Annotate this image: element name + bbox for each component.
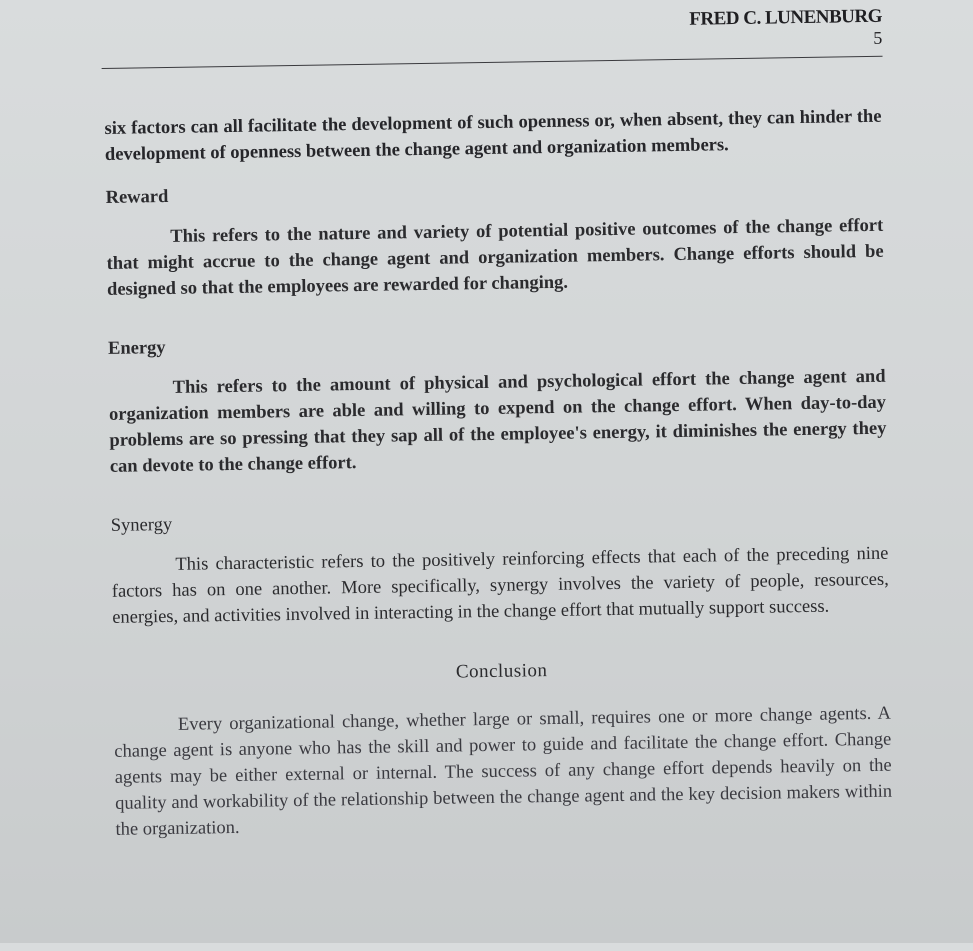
- header-divider: [102, 56, 883, 69]
- section-synergy: [111, 504, 890, 631]
- document-body: [104, 104, 892, 843]
- section-heading-energy: Energy: [107, 338, 166, 359]
- conclusion-heading: Conclusion: [455, 660, 548, 683]
- conclusion-text: Every organizational change, whether large or small, requires one or more change agents. A change agent is anyone who has the skill and power to guide and facilitate the change effort. Change agents may be either external or internal. The success of any change effort depends heavily on the quality and workability of the relationship between the change agent and the key decision makers within the organization.: [114, 703, 893, 840]
- section-conclusion: [113, 655, 893, 843]
- section-text-energy: This refers to the amount of physical and psychological effort the change agent and organization members are able and willing to expend on the change effort. When day-to-day problems are so pressing that they sap all of the employee's energy, it diminishes the energy they can devote to the change effort.: [108, 366, 887, 477]
- section-text-synergy: This characteristic refers to the positively reinforcing effects that each of the preceding nine factors has on one another. More specifically, synergy involves the variety of people, resources, energies, and activities involved in interacting in the change effort that mutually support success.: [111, 543, 889, 628]
- section-heading-synergy: Synergy: [110, 514, 173, 536]
- section-energy: [108, 327, 887, 480]
- intro-paragraph: six factors can all facilitate the development of such openness or, when absent, they can hinder the development of openness between the change agent and organization members.: [104, 106, 882, 165]
- section-heading-reward: Reward: [105, 186, 169, 208]
- section-text-reward: This refers to the nature and variety of potential positive outcomes of the change effort that might accrue to the change agent and organization members. Change efforts should be designed so that the employees are rewarded for changing.: [106, 215, 884, 300]
- page-number: 5: [873, 27, 883, 48]
- section-reward: [105, 176, 884, 303]
- running-header-author: FRED C. LUNENBURG: [689, 5, 883, 30]
